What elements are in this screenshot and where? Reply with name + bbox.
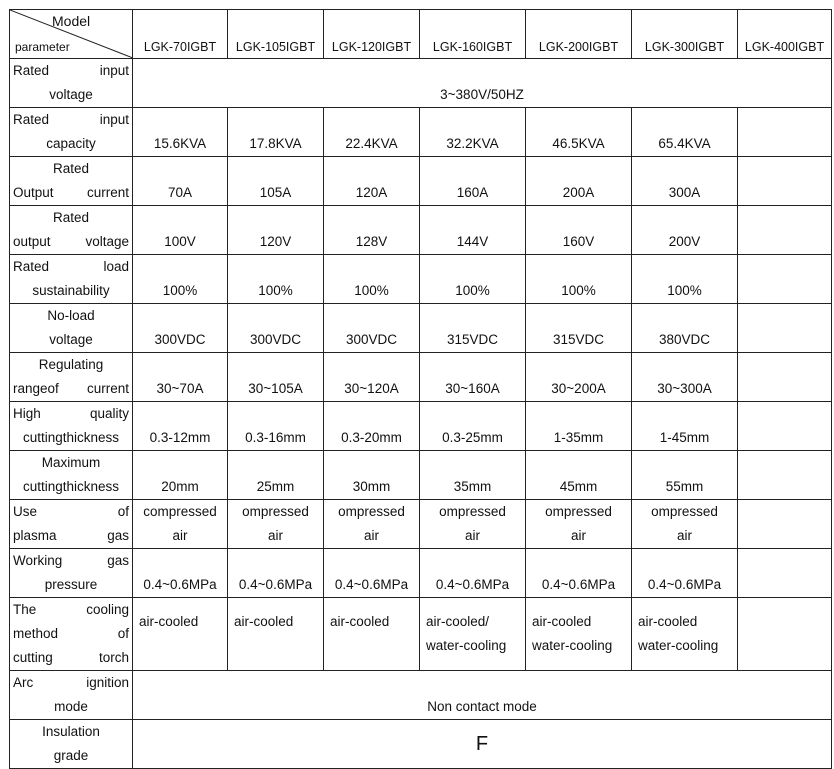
label-line: voltage xyxy=(49,86,93,102)
label-line: cuttingthickness xyxy=(22,478,120,494)
parameter-label xyxy=(10,548,133,597)
corner-cell xyxy=(10,10,133,59)
label-line: Maximum xyxy=(41,454,101,470)
spanning-value: F xyxy=(133,719,832,768)
value-cell: 315VDC xyxy=(420,303,526,352)
value-line: water-cooling xyxy=(638,637,719,653)
value-line: air-cooled xyxy=(638,613,698,629)
model-header: LGK-300IGBT xyxy=(632,10,738,59)
value-cell: 100% xyxy=(420,254,526,303)
value-cell: 0.4~0.6MPa xyxy=(133,548,228,597)
value-cell: 100% xyxy=(526,254,632,303)
value-cell xyxy=(420,597,526,670)
value-cell: 17.8KVA xyxy=(228,107,324,156)
value-line: air-cooled xyxy=(532,613,592,629)
value-cell xyxy=(324,597,420,670)
model-header: LGK-105IGBT xyxy=(228,10,324,59)
value-cell xyxy=(324,499,420,548)
value-cell xyxy=(632,499,738,548)
value-line: ompressed xyxy=(651,503,718,519)
value-cell: 25mm xyxy=(228,450,324,499)
value-cell: 0.4~0.6MPa xyxy=(632,548,738,597)
parameter-label xyxy=(10,401,133,450)
table-row xyxy=(10,303,832,352)
table-row xyxy=(10,205,832,254)
label-line: The cooling xyxy=(13,601,129,617)
parameter-label xyxy=(10,719,133,768)
value-line: water-cooling xyxy=(532,637,613,653)
value-cell: 380VDC xyxy=(632,303,738,352)
value-cell: 0.3-12mm xyxy=(133,401,228,450)
value-line: air xyxy=(172,527,188,543)
value-cell: 35mm xyxy=(420,450,526,499)
value-line: ompressed xyxy=(545,503,612,519)
label-line: Regulating xyxy=(38,356,104,372)
table-row xyxy=(10,670,832,719)
table-row xyxy=(10,401,832,450)
value-cell: 200V xyxy=(632,205,738,254)
value-cell: 70A xyxy=(133,156,228,205)
value-cell: 46.5KVA xyxy=(526,107,632,156)
value-cell: 160A xyxy=(420,156,526,205)
value-line: air xyxy=(363,527,379,543)
value-cell xyxy=(738,107,832,156)
value-cell: 128V xyxy=(324,205,420,254)
value-cell xyxy=(228,499,324,548)
value-cell xyxy=(738,401,832,450)
value-cell: 100% xyxy=(632,254,738,303)
label-line: Rated input xyxy=(13,62,129,78)
value-cell: 300VDC xyxy=(133,303,228,352)
label-line: Rated load xyxy=(13,258,129,274)
label-line: Use of xyxy=(13,503,129,519)
parameter-label xyxy=(10,597,133,670)
value-line xyxy=(741,524,828,548)
table-row xyxy=(10,450,832,499)
value-line: air-cooled/ xyxy=(426,613,490,629)
parameter-label xyxy=(10,670,133,719)
parameter-label xyxy=(10,205,133,254)
value-cell: 315VDC xyxy=(526,303,632,352)
label-line: sustainability xyxy=(32,282,110,298)
model-header: LGK-400IGBT xyxy=(738,10,832,59)
table-row xyxy=(10,254,832,303)
value-cell: 0.4~0.6MPa xyxy=(324,548,420,597)
label-line: cuttingthickness xyxy=(22,429,120,445)
value-line xyxy=(744,610,828,634)
label-line: capacity xyxy=(46,135,96,151)
value-cell: 160V xyxy=(526,205,632,254)
value-cell xyxy=(738,156,832,205)
value-cell: 120A xyxy=(324,156,420,205)
value-line: air xyxy=(570,527,586,543)
value-cell xyxy=(738,597,832,670)
value-line: water-cooling xyxy=(426,637,507,653)
value-cell: 200A xyxy=(526,156,632,205)
parameter-label xyxy=(10,58,133,107)
table-row xyxy=(10,58,832,107)
value-cell: 0.4~0.6MPa xyxy=(228,548,324,597)
table-row xyxy=(10,719,832,768)
model-header: LGK-120IGBT xyxy=(324,10,420,59)
table-row xyxy=(10,548,832,597)
value-cell xyxy=(420,499,526,548)
value-line xyxy=(744,634,828,658)
model-header: LGK-160IGBT xyxy=(420,10,526,59)
value-cell: 65.4KVA xyxy=(632,107,738,156)
value-cell: 100% xyxy=(228,254,324,303)
value-cell: 100% xyxy=(324,254,420,303)
value-line: air-cooled xyxy=(330,613,390,629)
value-cell: 20mm xyxy=(133,450,228,499)
value-line xyxy=(139,634,224,658)
value-cell: 120V xyxy=(228,205,324,254)
value-cell: 15.6KVA xyxy=(133,107,228,156)
corner-parameter-label: parameter xyxy=(15,39,70,54)
value-cell: 30~160A xyxy=(420,352,526,401)
label-line: Output current xyxy=(13,184,129,200)
value-cell xyxy=(228,597,324,670)
value-line: air xyxy=(676,527,692,543)
table-row xyxy=(10,156,832,205)
value-cell xyxy=(738,450,832,499)
parameter-label xyxy=(10,156,133,205)
parameter-label xyxy=(10,352,133,401)
label-line: No-load xyxy=(47,307,95,323)
value-cell xyxy=(738,205,832,254)
value-line: air-cooled xyxy=(234,613,294,629)
value-line: air xyxy=(464,527,480,543)
value-cell xyxy=(526,597,632,670)
parameter-label xyxy=(10,303,133,352)
model-header: LGK-70IGBT xyxy=(133,10,228,59)
value-cell: 32.2KVA xyxy=(420,107,526,156)
value-cell: 0.4~0.6MPa xyxy=(420,548,526,597)
value-cell: 55mm xyxy=(632,450,738,499)
value-cell: 45mm xyxy=(526,450,632,499)
value-cell xyxy=(526,499,632,548)
value-cell: 0.3-25mm xyxy=(420,401,526,450)
table-row xyxy=(10,107,832,156)
value-line xyxy=(741,500,828,524)
value-line: air-cooled xyxy=(139,613,199,629)
label-line: High quality xyxy=(13,405,129,421)
value-cell: 300VDC xyxy=(324,303,420,352)
header-row xyxy=(10,10,832,59)
value-cell xyxy=(738,352,832,401)
value-cell: 0.3-20mm xyxy=(324,401,420,450)
label-line: pressure xyxy=(44,576,98,592)
label-line: Arc ignition xyxy=(13,674,129,690)
label-line: plasma gas xyxy=(13,527,129,543)
value-cell: 22.4KVA xyxy=(324,107,420,156)
value-line: ompressed xyxy=(338,503,405,519)
corner-model-label: Model xyxy=(52,13,91,29)
value-cell xyxy=(738,499,832,548)
value-cell xyxy=(632,597,738,670)
label-line: Rated input xyxy=(13,111,129,127)
value-cell xyxy=(738,548,832,597)
value-cell: 30mm xyxy=(324,450,420,499)
value-cell: 30~105A xyxy=(228,352,324,401)
spec-table xyxy=(9,9,832,769)
label-line: Insulation xyxy=(42,723,100,739)
value-cell: 30~300A xyxy=(632,352,738,401)
value-cell: 1-35mm xyxy=(526,401,632,450)
spanning-value: 3~380V/50HZ xyxy=(133,58,832,107)
value-cell: 30~70A xyxy=(133,352,228,401)
label-line: Working gas xyxy=(13,552,129,568)
label-line: Rated xyxy=(52,160,90,176)
value-cell: 30~200A xyxy=(526,352,632,401)
value-line: air xyxy=(267,527,283,543)
parameter-label xyxy=(10,499,133,548)
value-cell: 300VDC xyxy=(228,303,324,352)
value-cell xyxy=(133,597,228,670)
label-line: cutting torch xyxy=(13,649,129,665)
value-cell: 100V xyxy=(133,205,228,254)
value-cell: 105A xyxy=(228,156,324,205)
value-cell: 30~120A xyxy=(324,352,420,401)
value-cell xyxy=(738,303,832,352)
label-line: rangeof current xyxy=(13,380,129,396)
value-cell: 144V xyxy=(420,205,526,254)
label-line: voltage xyxy=(49,331,93,347)
value-line xyxy=(234,634,320,658)
label-line: mode xyxy=(54,698,88,714)
value-cell xyxy=(133,499,228,548)
value-line: ompressed xyxy=(439,503,506,519)
parameter-label xyxy=(10,254,133,303)
parameter-label xyxy=(10,107,133,156)
parameter-label xyxy=(10,450,133,499)
table-row xyxy=(10,597,832,670)
value-cell xyxy=(738,254,832,303)
value-line: compressed xyxy=(143,503,217,519)
value-cell: 1-45mm xyxy=(632,401,738,450)
label-line: Rated xyxy=(52,209,90,225)
label-line: output voltage xyxy=(13,233,129,249)
table-row xyxy=(10,352,832,401)
spanning-value: Non contact mode xyxy=(133,670,832,719)
value-line xyxy=(330,634,416,658)
label-line: grade xyxy=(53,747,89,763)
value-cell: 100% xyxy=(133,254,228,303)
table-row xyxy=(10,499,832,548)
value-line: ompressed xyxy=(242,503,309,519)
value-cell: 300A xyxy=(632,156,738,205)
value-cell: 0.4~0.6MPa xyxy=(526,548,632,597)
label-line: method of xyxy=(13,625,129,641)
value-cell: 0.3-16mm xyxy=(228,401,324,450)
model-header: LGK-200IGBT xyxy=(526,10,632,59)
